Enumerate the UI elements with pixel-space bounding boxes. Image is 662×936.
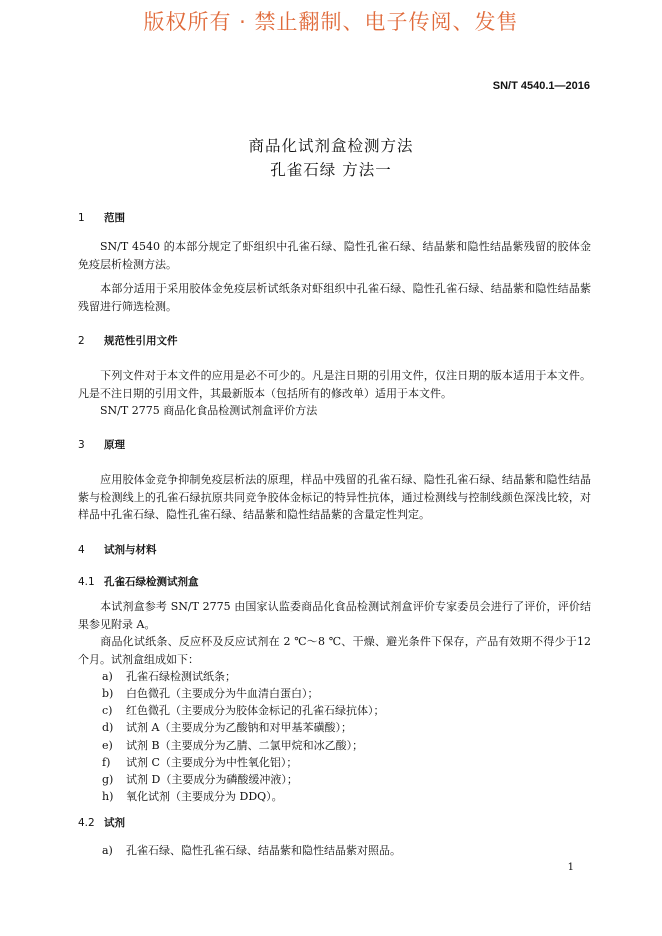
section-number: 1	[78, 212, 85, 224]
list-item-kit-c	[102, 702, 385, 719]
copyright-banner: 版权所有 · 禁止翻制、电子传阅、发售	[143, 10, 519, 34]
list-marker: b)	[102, 687, 114, 700]
paragraph-references-2	[78, 402, 591, 420]
list-item-kit-d	[102, 719, 352, 736]
section-heading-normative-references	[78, 333, 178, 348]
section-title: 原理	[104, 439, 125, 451]
paragraph-text: 下列文件对于本文件的应用是必不可少的。凡是注日期的引用文件，仅注日期的版本适用于本文件。凡是不注日期的引用文件，其最新版本（包括所有的修改单）适用于本文件。	[78, 369, 591, 400]
list-item-kit-g	[102, 771, 298, 788]
list-marker: a)	[102, 844, 113, 857]
list-marker: h)	[102, 790, 114, 803]
page-number: 1	[567, 862, 574, 873]
section-number: 3	[78, 439, 85, 451]
list-item-kit-a	[102, 668, 236, 685]
paragraph-kit-evaluation	[78, 598, 591, 633]
section-number: 4.2	[78, 817, 95, 829]
paragraph-scope-2	[78, 280, 591, 315]
paragraph-text: 本试剂盒参考 SN/T 2775 由国家认监委商品化食品检测试剂盒评价专家委员会进行了评价，评价结果参见附录 A。	[78, 600, 591, 631]
subsection-heading-kit	[78, 574, 199, 589]
paragraph-text: SN/T 2775 商品化食品检测试剂盒评价方法	[100, 404, 318, 417]
section-heading-reagents-materials	[78, 542, 157, 557]
paragraph-scope-1	[78, 238, 591, 273]
section-number: 4.1	[78, 576, 95, 588]
section-heading-scope	[78, 210, 125, 225]
list-marker: f)	[102, 756, 111, 769]
section-number: 2	[78, 335, 85, 347]
list-item-kit-h	[102, 788, 283, 805]
list-item-text: 试剂 C（主要成分为中性氧化铝）；	[126, 756, 298, 769]
list-item-text: 红色微孔（主要成分为胶体金标记的孔雀石绿抗体）；	[126, 704, 385, 717]
list-item-kit-e	[102, 737, 363, 754]
subsection-heading-reagents	[78, 815, 125, 830]
paragraph-text: 本部分适用于采用胶体金免疫层析试纸条对虾组织中孔雀石绿、隐性孔雀石绿、结晶紫和隐性结晶紫残留进行筛选检测。	[78, 282, 591, 313]
paragraph-kit-storage	[78, 633, 591, 668]
standard-number: SN/T 4540.1—2016	[492, 80, 590, 92]
list-item-text: 试剂 D（主要成分为磷酸缓冲液）；	[126, 773, 298, 786]
list-item-reagent-a	[102, 842, 401, 859]
section-title: 规范性引用文件	[104, 335, 178, 347]
section-heading-principle	[78, 437, 125, 452]
list-item-text: 试剂 B（主要成分为乙腈、二氯甲烷和冰乙酸）；	[126, 739, 364, 752]
paragraph-text: 应用胶体金竞争抑制免疫层析法的原理，样品中残留的孔雀石绿、隐性孔雀石绿、结晶紫和隐性结晶紫与检测线上的孔雀石绿抗原共同竞争胶体金标记的特异性抗体，通过检测线与控制线颜色深浅比较，对样品中孔雀石绿、隐性孔雀石绿、结晶紫和隐性结晶紫的含量定性判定。	[78, 473, 591, 521]
document-title-line2: 孔雀石绿 方法一	[270, 161, 392, 179]
list-item-text: 氧化试剂（主要成分为 DDQ）。	[126, 790, 283, 803]
section-number: 4	[78, 544, 85, 556]
document-title-line1: 商品化试剂盒检测方法	[248, 137, 414, 155]
list-item-text: 孔雀石绿、隐性孔雀石绿、结晶紫和隐性结晶紫对照品。	[126, 844, 401, 857]
paragraph-principle	[78, 471, 591, 524]
list-item-text: 白色微孔（主要成分为牛血清白蛋白）；	[126, 687, 319, 700]
section-title: 孔雀石绿检测试剂盒	[104, 576, 199, 588]
list-item-kit-f	[102, 754, 297, 771]
list-marker: c)	[102, 704, 113, 717]
list-marker: d)	[102, 721, 114, 734]
paragraph-text: 商品化试纸条、反应杯及反应试剂在 2 ℃～8 ℃、干燥、避光条件下保存，产品有效期不得少于12 个月。试剂盒组成如下：	[78, 635, 591, 666]
list-item-kit-b	[102, 685, 319, 702]
section-title: 试剂	[104, 817, 125, 829]
section-title: 试剂与材料	[104, 544, 157, 556]
section-title: 范围	[104, 212, 125, 224]
paragraph-text: SN/T 4540 的本部分规定了虾组织中孔雀石绿、隐性孔雀石绿、结晶紫和隐性结晶紫残留的胶体金免疫层析检测方法。	[78, 240, 591, 271]
list-item-text: 试剂 A（主要成分为乙酸钠和对甲基苯磺酸）；	[126, 721, 352, 734]
list-item-text: 孔雀石绿检测试纸条；	[126, 670, 236, 683]
paragraph-references-1	[78, 367, 591, 402]
list-marker: a)	[102, 670, 113, 683]
list-marker: g)	[102, 773, 114, 786]
list-marker: e)	[102, 739, 113, 752]
